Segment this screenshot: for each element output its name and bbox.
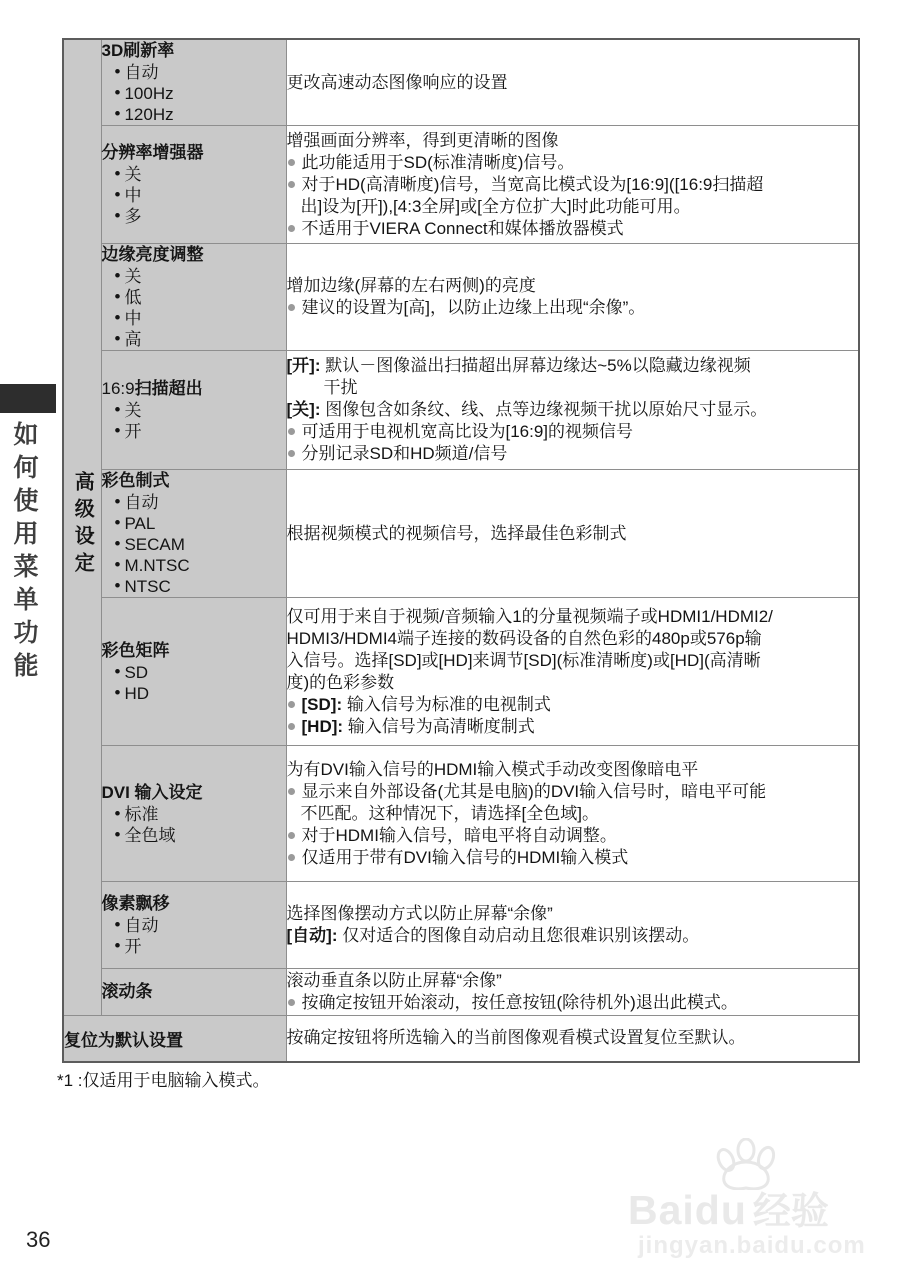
- setting-name-cell: [101, 470, 286, 598]
- option-bullet-icon: •: [114, 104, 121, 123]
- desc-line: [287, 650, 859, 672]
- text-segment: 干扰: [323, 378, 358, 397]
- text-segment: 仅可用于来自于视频/音频输入1的分量视频端子或HDMI1/HDMI2/: [286, 606, 773, 626]
- option-bullet-icon: •: [114, 308, 121, 327]
- option-bullet-icon: •: [114, 400, 121, 419]
- text-segment: [关]:: [286, 400, 326, 419]
- text-segment: 滚动条: [101, 982, 153, 1001]
- option-label: M.NTSC: [124, 556, 190, 575]
- option-label: 120Hz: [124, 105, 174, 124]
- text-segment: 可适用于电视机宽高比设为[16:9]的视频信号: [301, 422, 634, 441]
- chapter-title-vertical: 如何使用菜单功能: [10, 421, 38, 685]
- desc-line: [287, 355, 859, 377]
- watermark-brand-cn: 经验: [752, 1191, 829, 1233]
- text-segment: 显示来自外部设备(尤其是电脑)的DVI输入信号时，暗电平可能: [301, 781, 767, 801]
- table-row: [63, 882, 859, 969]
- desc-line: [287, 925, 859, 947]
- setting-name-cell: [101, 351, 286, 470]
- text-segment: 分辨率增强器: [101, 143, 204, 162]
- setting-title: [102, 640, 286, 662]
- bullet-icon: [288, 428, 295, 435]
- desc-line: [287, 399, 859, 421]
- text-segment: 滚动垂直条以防止屏幕“余像”: [286, 971, 502, 990]
- reset-desc-cell: [286, 1016, 859, 1062]
- desc-line: [287, 130, 859, 152]
- table-row: [63, 244, 859, 351]
- desc-line: [287, 152, 859, 174]
- setting-name-cell: [101, 882, 286, 969]
- text-segment: 按确定按钮将所选输入的当前图像观看模式设置复位至默认。: [286, 1028, 746, 1048]
- bullet-icon: [288, 225, 295, 232]
- setting-desc-cell: [286, 126, 859, 244]
- text-segment: 此功能适用于SD(标准清晰度)信号。: [301, 152, 575, 172]
- bullet-icon: [288, 701, 295, 708]
- text-segment: 仅对适合的图像自动启动且您很难识别该摆动。: [342, 926, 700, 945]
- setting-title: [102, 378, 286, 400]
- text-segment: 仅适用于带有DVI输入信号的HDMI输入模式: [301, 847, 629, 867]
- desc-line: [287, 297, 859, 319]
- option-label: 关: [124, 165, 142, 184]
- bullet-icon: [288, 159, 295, 166]
- reset-name-cell: 复位为默认设置: [63, 1016, 286, 1062]
- option-label: 全色域: [124, 825, 176, 845]
- setting-option: [102, 936, 286, 957]
- setting-option: [102, 576, 286, 597]
- option-bullet-icon: •: [114, 206, 121, 225]
- desc-line: [287, 72, 859, 94]
- text-segment: 建议的设置为[高]，以防止边缘上出现“余像”。: [301, 298, 646, 317]
- option-label: 低: [124, 288, 142, 307]
- setting-desc-cell: [286, 746, 859, 882]
- setting-option: [102, 825, 286, 846]
- setting-option: [102, 308, 286, 329]
- text-segment: 不适用于VIERA Connect和媒体播放器模式: [301, 218, 624, 238]
- text-segment: 为有DVI输入信号的HDMI输入模式手动改变图像暗电平: [286, 759, 699, 779]
- table-row: [63, 470, 859, 598]
- desc-line: [287, 992, 859, 1014]
- bullet-icon: [288, 450, 295, 457]
- bullet-icon: [288, 181, 295, 188]
- setting-title: [102, 981, 286, 1003]
- option-label: 开: [124, 937, 142, 956]
- option-label: 高: [124, 330, 142, 349]
- setting-option: [102, 662, 286, 683]
- desc-line: [287, 903, 859, 925]
- text-segment: [SD]:: [301, 694, 347, 714]
- setting-option: [102, 915, 286, 936]
- setting-option: [102, 185, 286, 206]
- option-bullet-icon: •: [114, 576, 121, 595]
- text-segment: 度)的色彩参数: [286, 672, 395, 692]
- setting-desc-cell: [286, 39, 859, 126]
- setting-option: [102, 83, 286, 104]
- text-segment: [自动]:: [286, 926, 343, 945]
- setting-option: [102, 513, 286, 534]
- setting-name-cell: [101, 39, 286, 126]
- desc-line: [287, 606, 859, 628]
- footnote: *1 :仅适用于电脑输入模式。: [57, 1071, 270, 1090]
- desc-line: [287, 694, 859, 716]
- text-segment: 对于HDMI输入信号，暗电平将自动调整。: [301, 825, 617, 845]
- table-row: [63, 126, 859, 244]
- bullet-icon: [288, 788, 295, 795]
- text-segment: 输入信号为标准的电视制式: [346, 694, 551, 714]
- setting-desc-cell: [286, 351, 859, 470]
- text-segment: DVI 输入设定: [101, 782, 203, 802]
- desc-line: [287, 759, 859, 781]
- text-segment: 入信号。选择[SD]或[HD]来调节[SD](标准清晰度)或[HD](高清晰: [286, 650, 761, 670]
- option-label: SD: [124, 662, 149, 682]
- setting-option: [102, 287, 286, 308]
- desc-line: [287, 628, 859, 650]
- setting-title: [102, 244, 286, 266]
- setting-title: [102, 40, 286, 62]
- desc-line: [287, 421, 859, 443]
- setting-desc-cell: [286, 244, 859, 351]
- text-segment: 增强画面分辨率，得到更清晰的图像: [286, 130, 559, 150]
- setting-option: [102, 266, 286, 287]
- setting-name-cell: [101, 746, 286, 882]
- setting-title: [102, 142, 286, 164]
- option-bullet-icon: •: [114, 555, 121, 574]
- desc-line: [287, 218, 859, 240]
- setting-title: [102, 893, 286, 915]
- text-segment: 分别记录SD和HD频道/信号: [301, 444, 508, 463]
- option-bullet-icon: •: [114, 682, 121, 702]
- desc-line: [287, 443, 859, 465]
- text-segment: 16:9: [101, 379, 135, 398]
- setting-option: [102, 62, 286, 83]
- text-segment: 像素飘移: [101, 894, 170, 913]
- text-segment: 默认－图像溢出扫描超出屏幕边缘达~5%以隐藏边缘视频: [325, 356, 751, 375]
- setting-name-cell: [101, 969, 286, 1016]
- setting-desc-cell: [286, 882, 859, 969]
- text-segment: 选择图像摆动方式以防止屏幕“余像”: [286, 904, 553, 923]
- option-label: 100Hz: [124, 84, 174, 103]
- watermark-url: jingyan.baidu.com: [638, 1232, 866, 1259]
- text-segment: [开]:: [286, 356, 326, 375]
- text-segment: 边缘亮度调整: [101, 245, 204, 264]
- option-label: 中: [124, 186, 142, 205]
- desc-line: [287, 377, 859, 399]
- desc-line: [287, 1027, 859, 1049]
- option-bullet-icon: •: [114, 62, 121, 81]
- desc-line: [287, 803, 859, 825]
- option-bullet-icon: •: [114, 661, 121, 681]
- group-label-text: 高级设定: [71, 471, 94, 579]
- table-row: [63, 746, 859, 882]
- setting-desc-cell: [286, 470, 859, 598]
- setting-option: [102, 329, 286, 350]
- bullet-icon: [288, 723, 295, 730]
- bullet-icon: [288, 854, 295, 861]
- setting-name-cell: [101, 244, 286, 351]
- option-label: 关: [124, 267, 142, 286]
- setting-option: [102, 492, 286, 513]
- option-label: SECAM: [124, 535, 185, 554]
- text-segment: 输入信号为高清晰度制式: [347, 716, 535, 736]
- table-row: [63, 598, 859, 746]
- setting-title: [102, 782, 286, 804]
- desc-line: [287, 275, 859, 297]
- text-segment: [HD]:: [301, 716, 348, 736]
- setting-option: [102, 555, 286, 576]
- desc-line: [287, 716, 859, 738]
- setting-option: [102, 804, 286, 825]
- bullet-icon: [288, 832, 295, 839]
- desc-line: [287, 825, 859, 847]
- baidu-watermark: [628, 1142, 873, 1259]
- text-segment: 更改高速动态图像响应的设置: [286, 72, 508, 92]
- option-bullet-icon: •: [114, 513, 121, 532]
- desc-line: [287, 523, 859, 545]
- desc-line: [287, 847, 859, 869]
- option-label: 多: [124, 207, 142, 226]
- desc-line: [287, 196, 859, 218]
- watermark-brand: Baidu: [628, 1187, 747, 1233]
- option-label: 自动: [124, 916, 159, 935]
- table-row: [63, 351, 859, 470]
- text-segment: 按确定按钮开始滚动，按任意按钮(除待机外)退出此模式。: [301, 993, 738, 1012]
- text-segment: 3D刷新率: [101, 41, 175, 60]
- watermark-brand-line: [628, 1180, 829, 1235]
- option-label: HD: [124, 683, 150, 703]
- text-segment: 不匹配。这种情况下，请选择[全色域]。: [300, 803, 599, 823]
- setting-option: [102, 104, 286, 125]
- option-bullet-icon: •: [114, 287, 121, 306]
- page-number: 36: [26, 1227, 51, 1252]
- desc-line: [287, 970, 859, 992]
- option-bullet-icon: •: [114, 83, 121, 102]
- text-segment: 根据视频模式的视频信号，选择最佳色彩制式: [286, 523, 627, 543]
- section-tab-marker: [0, 384, 56, 413]
- option-label: 自动: [124, 63, 159, 82]
- option-bullet-icon: •: [114, 266, 121, 285]
- option-label: 关: [124, 401, 142, 420]
- option-bullet-icon: •: [114, 492, 121, 511]
- bullet-icon: [288, 304, 295, 311]
- text-segment: 增加边缘(屏幕的左右两侧)的亮度: [286, 276, 536, 295]
- settings-table: [62, 38, 860, 1063]
- option-label: 自动: [124, 493, 159, 512]
- text-segment: 扫描超出: [134, 379, 203, 398]
- setting-name-cell: [101, 598, 286, 746]
- text-segment: 对于HD(高清晰度)信号，当宽高比模式设为[16:9]([16:9扫描超: [301, 174, 764, 194]
- setting-desc-cell: [286, 598, 859, 746]
- option-label: 中: [124, 309, 142, 328]
- option-bullet-icon: •: [114, 329, 121, 348]
- setting-option: [102, 683, 286, 704]
- option-bullet-icon: •: [114, 936, 121, 955]
- option-label: 开: [124, 422, 142, 441]
- desc-line: [287, 781, 859, 803]
- setting-title: [102, 470, 286, 492]
- text-segment: 彩色矩阵: [101, 640, 170, 660]
- text-segment: 彩色制式: [101, 471, 170, 490]
- option-bullet-icon: •: [114, 421, 121, 440]
- option-bullet-icon: •: [114, 185, 121, 204]
- setting-desc-cell: [286, 969, 859, 1016]
- setting-name-cell: [101, 126, 286, 244]
- option-label: NTSC: [124, 577, 171, 596]
- option-bullet-icon: •: [114, 534, 121, 553]
- option-bullet-icon: •: [114, 164, 121, 183]
- setting-option: [102, 400, 286, 421]
- setting-option: [102, 421, 286, 442]
- setting-option: [102, 206, 286, 227]
- text-segment: 出]设为[开]),[4:3全屏]或[全方位扩大]时此功能可用。: [300, 196, 691, 216]
- table-row: [63, 1016, 859, 1062]
- option-label: 标准: [124, 804, 159, 824]
- setting-option: [102, 164, 286, 185]
- option-bullet-icon: •: [114, 915, 121, 934]
- desc-line: [287, 672, 859, 694]
- option-bullet-icon: •: [114, 803, 121, 823]
- text-segment: HDMI3/HDMI4端子连接的数码设备的自然色彩的480p或576p输: [286, 628, 762, 648]
- table-row: [63, 39, 859, 126]
- table-row: [63, 969, 859, 1016]
- text-segment: 图像包含如条纹、线、点等边缘视频干扰以原始尺寸显示。: [325, 400, 768, 419]
- option-bullet-icon: •: [114, 824, 121, 844]
- setting-option: [102, 534, 286, 555]
- desc-line: [287, 174, 859, 196]
- group-label-advanced-settings: [63, 39, 101, 1016]
- bullet-icon: [288, 999, 295, 1006]
- option-label: PAL: [124, 514, 156, 533]
